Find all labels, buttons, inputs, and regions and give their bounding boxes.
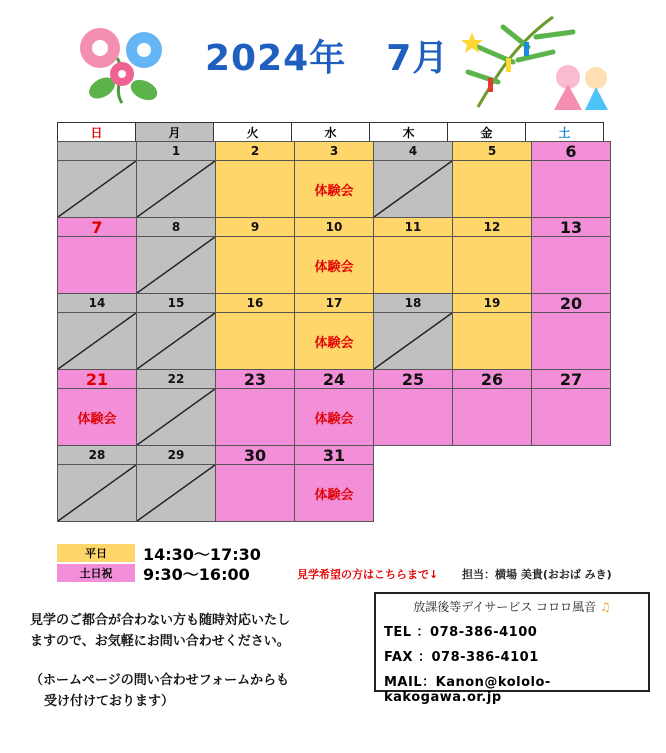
day-body xyxy=(453,236,531,293)
event-label: 体験会 xyxy=(314,183,354,199)
event-label: 体験会 xyxy=(314,411,354,427)
closed-slash xyxy=(374,161,452,217)
day-body xyxy=(532,236,610,293)
day-body xyxy=(453,312,531,369)
closed-slash xyxy=(374,313,452,369)
day-number: 10 xyxy=(325,220,343,234)
day-cell xyxy=(215,369,295,446)
legend-weekend xyxy=(57,563,261,583)
day-body xyxy=(453,160,531,217)
day-number: 22 xyxy=(167,372,185,386)
day-number: 4 xyxy=(408,144,418,158)
day-cell xyxy=(57,369,137,446)
day-number: 3 xyxy=(329,144,339,158)
weekday-wed: 水 xyxy=(291,122,370,142)
closed-slash xyxy=(137,465,215,521)
message-line: 見学のご都合が合わない方も随時対応いたし xyxy=(30,613,291,628)
day-cell xyxy=(531,369,611,446)
calendar-week xyxy=(57,445,613,522)
day-body xyxy=(295,312,373,369)
day-cell xyxy=(57,293,137,370)
weekday-header xyxy=(57,122,613,142)
contact-org xyxy=(384,598,640,615)
day-number: 19 xyxy=(483,296,501,310)
day-cell xyxy=(531,293,611,370)
day-cell xyxy=(452,141,532,218)
day-body xyxy=(58,388,136,445)
day-number: 23 xyxy=(243,369,267,389)
day-cell xyxy=(294,293,374,370)
empty-cell xyxy=(373,445,453,522)
day-cell xyxy=(294,369,374,446)
calendar-week xyxy=(57,141,613,218)
hours-legend xyxy=(57,543,261,583)
day-body xyxy=(137,464,215,521)
closed-slash xyxy=(137,313,215,369)
day-cell xyxy=(373,141,453,218)
closed-slash xyxy=(58,465,136,521)
day-body xyxy=(453,388,531,445)
day-cell xyxy=(215,141,295,218)
day-body xyxy=(374,236,452,293)
contact-mail[interactable]: MAIL：Kanon@kololo-kakogawa.or.jp xyxy=(384,675,551,705)
weekday-mon: 月 xyxy=(135,122,214,142)
day-number: 20 xyxy=(559,293,583,313)
morning-glory-illustration xyxy=(72,18,172,110)
day-number: 9 xyxy=(250,220,260,234)
contact-tel[interactable]: TEL ：078-386-4100 xyxy=(384,625,538,640)
day-number: 7 xyxy=(91,217,103,237)
contact-box xyxy=(374,592,650,705)
event-label: 体験会 xyxy=(314,335,354,351)
page-title xyxy=(205,30,449,81)
day-number: 1 xyxy=(171,144,181,158)
day-body xyxy=(374,388,452,445)
day-number: 11 xyxy=(404,220,422,234)
day-body xyxy=(374,160,452,217)
day-number: 29 xyxy=(167,448,185,462)
day-body xyxy=(58,312,136,369)
day-number: 30 xyxy=(243,445,267,465)
title-month: 7月 xyxy=(386,38,450,79)
day-body xyxy=(58,464,136,521)
day-cell xyxy=(136,217,216,294)
day-number: 8 xyxy=(171,220,181,234)
day-body xyxy=(216,236,294,293)
weekday-tue: 火 xyxy=(213,122,292,142)
tanabata-illustration xyxy=(458,12,616,110)
day-body xyxy=(295,160,373,217)
event-label: 体験会 xyxy=(77,411,117,427)
day-number: 18 xyxy=(404,296,422,310)
day-number xyxy=(58,142,136,160)
day-number: 15 xyxy=(167,296,185,310)
day-body xyxy=(137,312,215,369)
day-body xyxy=(295,236,373,293)
day-cell xyxy=(531,141,611,218)
day-number: 31 xyxy=(322,445,346,465)
day-cell xyxy=(215,445,295,522)
day-number: 28 xyxy=(88,448,106,462)
day-number: 21 xyxy=(85,369,109,389)
day-body xyxy=(58,160,136,217)
day-cell xyxy=(136,293,216,370)
day-cell xyxy=(452,369,532,446)
weekday-sat: 土 xyxy=(525,122,604,142)
day-body xyxy=(137,236,215,293)
day-body xyxy=(532,388,610,445)
legend-weekday-time: 14:30～17:30 xyxy=(143,544,261,564)
day-body xyxy=(295,388,373,445)
day-cell xyxy=(373,217,453,294)
closed-slash xyxy=(137,237,215,293)
closed-slash xyxy=(58,161,136,217)
legend-weekday xyxy=(57,543,261,563)
day-cell xyxy=(452,293,532,370)
message-line: ますので、お気軽にお問い合わせください。 xyxy=(30,634,290,649)
contact-org-name: 放課後等デイサービス コロロ風音 xyxy=(413,600,597,614)
day-number: 14 xyxy=(88,296,106,310)
day-body xyxy=(532,312,610,369)
calendar-week xyxy=(57,369,613,446)
closed-slash xyxy=(137,161,215,217)
day-number: 17 xyxy=(325,296,343,310)
day-number: 24 xyxy=(322,369,346,389)
day-body xyxy=(216,160,294,217)
contact-fax: FAX ：078-386-4101 xyxy=(384,650,539,665)
day-cell xyxy=(373,293,453,370)
event-label: 体験会 xyxy=(314,259,354,275)
event-label: 体験会 xyxy=(314,487,354,503)
day-cell xyxy=(294,445,374,522)
music-note-icon: ♫ xyxy=(600,600,611,614)
day-cell xyxy=(531,217,611,294)
calendar-weeks xyxy=(57,141,613,522)
day-number: 5 xyxy=(487,144,497,158)
day-cell xyxy=(215,217,295,294)
day-body xyxy=(295,464,373,521)
day-body xyxy=(216,312,294,369)
day-number: 13 xyxy=(559,217,583,237)
day-body xyxy=(374,312,452,369)
day-cell xyxy=(373,369,453,446)
weekday-thu: 木 xyxy=(369,122,448,142)
day-cell xyxy=(452,217,532,294)
legend-weekend-swatch: 土日祝 xyxy=(57,564,135,582)
closed-slash xyxy=(137,389,215,445)
day-number: 25 xyxy=(401,369,425,389)
staff-name: 担当：横場 美貴(おおば みき) xyxy=(462,568,612,581)
message-line: （ホームページの問い合わせフォームからも xyxy=(30,673,290,688)
calendar-week xyxy=(57,293,613,370)
weekday-sun: 日 xyxy=(57,122,136,142)
day-body xyxy=(58,236,136,293)
day-body xyxy=(137,160,215,217)
day-body xyxy=(532,160,610,217)
message xyxy=(30,610,290,712)
closed-slash xyxy=(58,313,136,369)
legend-weekend-time: 9:30～16:00 xyxy=(143,564,250,584)
calendar-week xyxy=(57,217,613,294)
day-cell xyxy=(57,217,137,294)
day-number: 2 xyxy=(250,144,260,158)
day-cell xyxy=(136,445,216,522)
day-cell xyxy=(136,369,216,446)
day-body xyxy=(216,464,294,521)
day-cell xyxy=(136,141,216,218)
day-cell xyxy=(294,217,374,294)
calendar xyxy=(57,122,613,522)
day-number: 16 xyxy=(246,296,264,310)
empty-cell xyxy=(452,445,532,522)
weekday-fri: 金 xyxy=(447,122,526,142)
day-number: 27 xyxy=(559,369,583,389)
day-body xyxy=(216,388,294,445)
legend-weekday-swatch: 平日 xyxy=(57,544,135,562)
visit-note: 見学希望の方はこちらまで↓ xyxy=(297,568,439,581)
day-cell xyxy=(215,293,295,370)
message-line: 受け付けております） xyxy=(44,694,175,709)
day-cell xyxy=(294,141,374,218)
day-body xyxy=(137,388,215,445)
title-year: 2024年 xyxy=(205,38,347,79)
day-number: 26 xyxy=(480,369,504,389)
day-cell xyxy=(57,445,137,522)
day-number: 12 xyxy=(483,220,501,234)
day-number: 6 xyxy=(565,141,577,161)
day-cell xyxy=(57,141,137,218)
empty-cell xyxy=(531,445,611,522)
